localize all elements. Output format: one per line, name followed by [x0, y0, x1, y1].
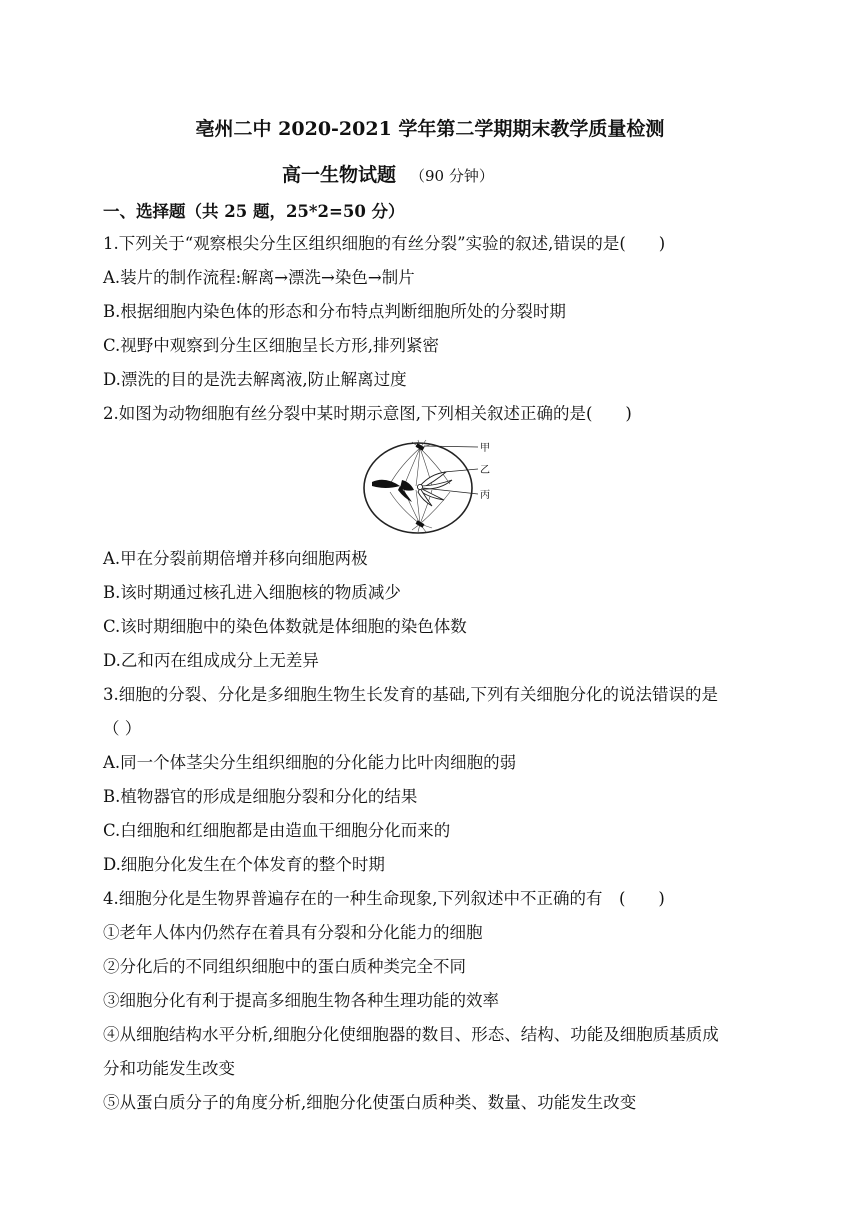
- q1-option-c: C.视野中观察到分生区细胞呈长方形,排列紧密: [103, 336, 440, 355]
- q4-item-4-cont: 分和功能发生改变: [103, 1059, 235, 1078]
- q3-option-b: B.植物器官的形成是细胞分裂和分化的结果: [103, 787, 418, 806]
- exam-duration: （90 分钟）: [410, 167, 494, 185]
- q3-option-a: A.同一个体茎尖分生组织细胞的分化能力比叶肉细胞的弱: [103, 753, 517, 772]
- q3-stem-cont: （ ）: [103, 719, 142, 738]
- q1-option-d: D.漂洗的目的是洗去解离液,防止解离过度: [103, 370, 407, 389]
- q4-item-4: ④从细胞结构水平分析,细胞分化使细胞器的数目、形态、结构、功能及细胞质基质成: [103, 1025, 719, 1044]
- q2-option-c: C.该时期细胞中的染色体数就是体细胞的染色体数: [103, 617, 467, 636]
- q1-option-a: A.装片的制作流程:解离→漂洗→染色→制片: [103, 268, 415, 287]
- q2-option-b: B.该时期通过核孔进入细胞核的物质减少: [103, 583, 401, 602]
- label-jia: 甲: [480, 443, 490, 454]
- q2-option-a: A.甲在分裂前期倍增并移向细胞两极: [103, 549, 368, 568]
- label-bing: 丙: [480, 490, 490, 501]
- q4-item-1: ①老年人体内仍然存在着具有分裂和分化能力的细胞: [103, 923, 483, 942]
- q3-option-d: D.细胞分化发生在个体发育的整个时期: [103, 855, 385, 874]
- mitosis-diagram: [360, 436, 502, 536]
- q1-stem: 1.下列关于“观察根尖分生区组织细胞的有丝分裂”实验的叙述,错误的是( ): [103, 234, 666, 253]
- exam-subtitle: [282, 160, 494, 187]
- q4-stem: 4.细胞分化是生物界普遍存在的一种生命现象,下列叙述中不正确的有 ( ): [103, 889, 665, 908]
- q4-item-2: ②分化后的不同组织细胞中的蛋白质种类完全不同: [103, 957, 466, 976]
- subject-title: 高一生物试题: [282, 164, 397, 186]
- q1-option-b: B.根据细胞内染色体的形态和分布特点判断细胞所处的分裂时期: [103, 302, 566, 321]
- q3-option-c: C.白细胞和红细胞都是由造血干细胞分化而来的: [103, 821, 451, 840]
- exam-title: 亳州二中 2020-2021 学年第二学期期末教学质量检测: [195, 118, 665, 140]
- q4-item-3: ③细胞分化有利于提高多细胞生物各种生理功能的效率: [103, 991, 499, 1010]
- q4-item-5: ⑤从蛋白质分子的角度分析,细胞分化使蛋白质种类、数量、功能发生改变: [103, 1093, 637, 1112]
- q2-option-d: D.乙和丙在组成成分上无差异: [103, 651, 319, 670]
- section-heading: 一、选择题（共 25 题，25*2=50 分）: [103, 202, 405, 221]
- q3-stem: 3.细胞的分裂、分化是多细胞生物生长发育的基础,下列有关细胞分化的说法错误的是: [103, 685, 718, 704]
- label-yi: 乙: [480, 465, 490, 476]
- q2-stem: 2.如图为动物细胞有丝分裂中某时期示意图,下列相关叙述正确的是( ): [103, 404, 632, 423]
